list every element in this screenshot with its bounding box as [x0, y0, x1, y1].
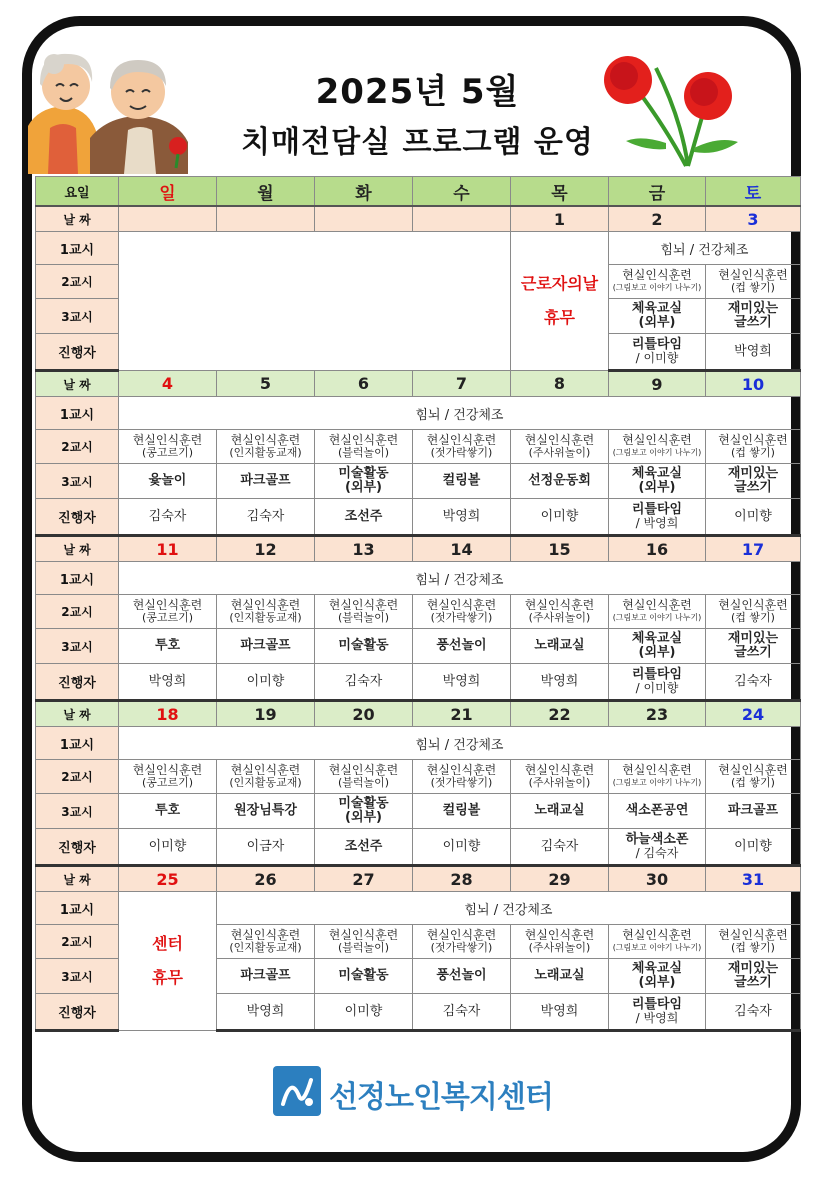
row-label-p2: 2교시 — [36, 595, 119, 629]
row-label-date: 날 짜 — [36, 206, 119, 232]
date-cell-sat: 31 — [706, 866, 801, 892]
date-cell-sat: 24 — [706, 701, 801, 727]
weekday-fri: 금 — [609, 177, 706, 207]
date-cell-mon: 5 — [217, 371, 315, 397]
period1-cell: 힘뇌 / 건강체조 — [119, 562, 801, 595]
leader-cell-fri — [609, 994, 706, 1031]
program-detail: (콩고르기) — [141, 446, 194, 459]
program-name: 현실인식훈련 — [622, 763, 692, 777]
program-name: 현실인식훈련 — [132, 763, 203, 777]
leader-row — [36, 829, 801, 866]
leader-cell-wed: 이미향 — [413, 829, 511, 866]
program-name: 현실인식훈련 — [622, 928, 692, 942]
date-cell-wed: 28 — [413, 866, 511, 892]
leader-name: / 박영희 — [635, 1011, 679, 1025]
leader-name: / 김숙자 — [635, 846, 679, 860]
date-cell-wed: 7 — [413, 371, 511, 397]
period2-cell-tue — [315, 430, 413, 464]
row-label-lead: 진행자 — [36, 334, 119, 371]
date-cell-thu: 1 — [511, 206, 609, 232]
period2-cell-mon — [217, 760, 315, 794]
period3-cell-fri: 체육교실 (외부) — [609, 629, 706, 664]
program-detail: (인지활동교재) — [229, 446, 302, 459]
row-label-date: 날 짜 — [36, 536, 119, 562]
row-label-date: 날 짜 — [36, 701, 119, 727]
holiday-title: 센터 — [152, 934, 183, 953]
program-detail: (컵 쌓기) — [731, 281, 775, 294]
period2-cell-thu — [511, 430, 609, 464]
leader-name: / 박영희 — [635, 516, 679, 530]
program-detail: (젓가락쌓기) — [430, 941, 493, 954]
program-name: 현실인식훈련 — [132, 598, 203, 612]
period2-cell-mon — [217, 430, 315, 464]
program-name: 현실인식훈련 — [524, 928, 595, 942]
leader-row — [36, 499, 801, 536]
leader-main: 하늘색소폰 — [625, 832, 689, 847]
leader-main: 리틀타임 — [631, 337, 683, 352]
program-name: 현실인식훈련 — [718, 763, 788, 777]
period3-cell-mon: 파크골프 — [217, 629, 315, 664]
leader-cell-wed: 박영희 — [413, 664, 511, 701]
period2-cell-wed — [413, 595, 511, 629]
leader-cell-fri — [609, 334, 706, 371]
program-detail: (인지활동교재) — [229, 776, 302, 789]
program-detail: (콩고르기) — [141, 611, 194, 624]
leader-cell-tue: 조선주 — [315, 499, 413, 536]
date-cell-sun: 11 — [119, 536, 217, 562]
program-name: 현실인식훈련 — [328, 433, 399, 447]
date-row — [36, 536, 801, 562]
leader-cell-tue: 이미향 — [315, 994, 413, 1031]
period2-row — [36, 430, 801, 464]
program-name: 현실인식훈련 — [230, 928, 301, 942]
period3-cell-wed: 풍선놀이 — [413, 959, 511, 994]
leader-cell-wed: 김숙자 — [413, 994, 511, 1031]
period2-cell-wed — [413, 925, 511, 959]
program-detail: (그림보고 이야기 나누기) — [612, 778, 702, 787]
period2-cell-sun — [119, 595, 217, 629]
period3-cell-tue: 미술활동 (외부) — [315, 794, 413, 829]
program-detail: (젓가락쌓기) — [430, 776, 493, 789]
row-label-p3: 3교시 — [36, 794, 119, 829]
weekday-mon: 월 — [217, 177, 315, 207]
leader-cell-mon: 김숙자 — [217, 499, 315, 536]
program-detail: (그림보고 이야기 나누기) — [612, 448, 702, 457]
weekday-header-row — [36, 177, 801, 207]
leader-cell-sun: 박영희 — [119, 664, 217, 701]
period3-cell-sun: 윷놀이 — [119, 464, 217, 499]
period3-row — [36, 794, 801, 829]
date-cell-mon: 12 — [217, 536, 315, 562]
period2-cell-sat — [706, 430, 801, 464]
period3-cell-thu: 선정운동회 — [511, 464, 609, 499]
leader-cell-tue: 조선주 — [315, 829, 413, 866]
leader-cell-tue: 김숙자 — [315, 664, 413, 701]
date-cell-tue — [315, 206, 413, 232]
date-cell-mon — [217, 206, 315, 232]
period3-cell-fri: 체육교실 (외부) — [609, 959, 706, 994]
period3-cell-fri: 체육교실 (외부) — [609, 464, 706, 499]
weekday-wed: 수 — [413, 177, 511, 207]
period3-cell-sat: 파크골프 — [706, 794, 801, 829]
program-detail: (그림보고 이야기 나누기) — [612, 283, 702, 292]
period1-row — [36, 727, 801, 760]
program-detail: (컵 쌓기) — [731, 941, 775, 954]
period2-cell-tue — [315, 760, 413, 794]
period3-cell-tue: 미술활동 (외부) — [315, 464, 413, 499]
program-detail: (블럭놀이) — [337, 611, 390, 624]
leader-cell-sun: 이미향 — [119, 829, 217, 866]
program-name: 현실인식훈련 — [328, 598, 399, 612]
weekday-sat: 토 — [706, 177, 801, 207]
period1-cell: 힘뇌 / 건강체조 — [119, 397, 801, 430]
leader-name: / 이미향 — [635, 681, 679, 695]
weekday-thu: 목 — [511, 177, 609, 207]
program-detail: (컵 쌓기) — [731, 776, 775, 789]
period2-cell-fri — [609, 925, 706, 959]
row-label-p3: 3교시 — [36, 959, 119, 994]
date-cell-sat: 10 — [706, 371, 801, 397]
program-name: 현실인식훈련 — [230, 598, 301, 612]
period3-cell-mon: 파크골프 — [217, 464, 315, 499]
period2-row — [36, 760, 801, 794]
period2-cell-sat — [706, 760, 801, 794]
period3-cell-wed: 컬링볼 — [413, 794, 511, 829]
period3-cell-sun: 투호 — [119, 629, 217, 664]
program-name: 현실인식훈련 — [230, 763, 301, 777]
weekday-corner-label: 요일 — [36, 177, 119, 207]
date-cell-thu: 29 — [511, 866, 609, 892]
period3-cell-sun: 투호 — [119, 794, 217, 829]
period3-cell-wed: 풍선놀이 — [413, 629, 511, 664]
leader-cell-mon: 박영희 — [217, 994, 315, 1031]
program-name: 현실인식훈련 — [718, 928, 788, 942]
program-name: 현실인식훈련 — [718, 598, 788, 612]
leader-cell-sat: 박영희 — [706, 334, 801, 371]
holiday-title: 근로자의날 — [520, 274, 599, 293]
row-label-p3: 3교시 — [36, 629, 119, 664]
date-row — [36, 206, 801, 232]
date-cell-fri: 16 — [609, 536, 706, 562]
period1-row — [36, 892, 801, 925]
row-label-p1: 1교시 — [36, 727, 119, 760]
weekday-tue: 화 — [315, 177, 413, 207]
date-cell-sun — [119, 206, 217, 232]
period2-cell-sun — [119, 430, 217, 464]
period1-cell: 힘뇌 / 건강체조 — [119, 727, 801, 760]
program-detail: (젓가락쌓기) — [430, 611, 493, 624]
program-detail: (주사위놀이) — [528, 611, 591, 624]
program-detail: (컵 쌓기) — [731, 611, 775, 624]
period3-cell-thu: 노래교실 — [511, 959, 609, 994]
period1-row — [36, 397, 801, 430]
holiday-cell — [511, 232, 609, 371]
holiday-note: 휴무 — [544, 308, 575, 327]
empty-cell — [119, 232, 511, 371]
period2-cell-wed — [413, 760, 511, 794]
leader-main: 리틀타임 — [631, 502, 683, 517]
leader-cell-fri — [609, 664, 706, 701]
holiday-note: 휴무 — [152, 968, 183, 987]
period2-cell-thu — [511, 925, 609, 959]
date-cell-thu: 15 — [511, 536, 609, 562]
date-cell-tue: 20 — [315, 701, 413, 727]
row-label-p1: 1교시 — [36, 232, 119, 265]
date-cell-thu: 8 — [511, 371, 609, 397]
program-name: 현실인식훈련 — [328, 763, 399, 777]
center-logo-icon — [273, 1066, 321, 1116]
date-cell-mon: 19 — [217, 701, 315, 727]
period1-row — [36, 562, 801, 595]
program-name: 현실인식훈련 — [622, 433, 692, 447]
row-label-lead: 진행자 — [36, 829, 119, 866]
program-name: 현실인식훈련 — [718, 268, 788, 282]
period2-cell-sun — [119, 760, 217, 794]
program-name: 현실인식훈련 — [426, 433, 497, 447]
row-label-lead: 진행자 — [36, 499, 119, 536]
row-label-lead: 진행자 — [36, 664, 119, 701]
period3-row — [36, 464, 801, 499]
page-subtitle: 치매전담실 프로그램 운영 — [241, 125, 594, 160]
date-cell-fri: 9 — [609, 371, 706, 397]
leader-cell-sat: 김숙자 — [706, 994, 801, 1031]
leader-main: 리틀타임 — [631, 997, 683, 1012]
program-name: 현실인식훈련 — [524, 433, 595, 447]
date-cell-fri: 2 — [609, 206, 706, 232]
leader-cell-mon: 이미향 — [217, 664, 315, 701]
period3-cell-wed: 컬링볼 — [413, 464, 511, 499]
row-label-lead: 진행자 — [36, 994, 119, 1031]
date-cell-wed — [413, 206, 511, 232]
center-name: 선정노인복지센터 — [329, 1080, 553, 1115]
period2-cell-thu — [511, 595, 609, 629]
program-name: 현실인식훈련 — [524, 763, 595, 777]
period2-row — [36, 595, 801, 629]
program-detail: (주사위놀이) — [528, 446, 591, 459]
date-row — [36, 371, 801, 397]
leader-row — [36, 664, 801, 701]
leader-cell-thu: 박영희 — [511, 664, 609, 701]
program-detail: (그림보고 이야기 나누기) — [612, 613, 702, 622]
period2-cell-tue — [315, 925, 413, 959]
period2-cell-fri — [609, 760, 706, 794]
program-name: 현실인식훈련 — [622, 598, 692, 612]
date-cell-sun: 4 — [119, 371, 217, 397]
period3-cell-tue: 미술활동 — [315, 629, 413, 664]
date-cell-mon: 26 — [217, 866, 315, 892]
program-detail: (인지활동교재) — [229, 941, 302, 954]
leader-cell-thu: 박영희 — [511, 994, 609, 1031]
leader-cell-thu: 이미향 — [511, 499, 609, 536]
date-cell-fri: 23 — [609, 701, 706, 727]
period3-cell-fri: 체육교실 (외부) — [609, 299, 706, 334]
date-cell-sun: 25 — [119, 866, 217, 892]
row-label-p2: 2교시 — [36, 760, 119, 794]
program-detail: (콩고르기) — [141, 776, 194, 789]
program-detail: (주사위놀이) — [528, 776, 591, 789]
leader-cell-sat: 이미향 — [706, 499, 801, 536]
leader-cell-fri — [609, 829, 706, 866]
leader-cell-sat: 이미향 — [706, 829, 801, 866]
date-cell-wed: 21 — [413, 701, 511, 727]
program-detail: (블럭놀이) — [337, 776, 390, 789]
period3-cell-thu: 노래교실 — [511, 629, 609, 664]
period2-cell-mon — [217, 595, 315, 629]
date-cell-sat: 3 — [706, 206, 801, 232]
period3-cell-mon: 파크골프 — [217, 959, 315, 994]
footer-logo — [273, 1066, 573, 1118]
program-detail: (그림보고 이야기 나누기) — [612, 943, 702, 952]
leader-name: / 이미향 — [635, 351, 679, 365]
period2-cell-fri — [609, 265, 706, 299]
period3-cell-mon: 원장님특강 — [217, 794, 315, 829]
period3-cell-fri: 색소폰공연 — [609, 794, 706, 829]
row-label-p1: 1교시 — [36, 562, 119, 595]
period3-cell-thu: 노래교실 — [511, 794, 609, 829]
program-name: 현실인식훈련 — [524, 598, 595, 612]
leader-cell-wed: 박영희 — [413, 499, 511, 536]
period1-cell: 힘뇌 / 건강체조 — [609, 232, 801, 265]
program-detail: (블럭놀이) — [337, 446, 390, 459]
period3-cell-sat: 재미있는 글쓰기 — [706, 299, 801, 334]
row-label-p2: 2교시 — [36, 265, 119, 299]
leader-cell-fri — [609, 499, 706, 536]
row-label-p1: 1교시 — [36, 397, 119, 430]
period2-cell-wed — [413, 430, 511, 464]
program-name: 현실인식훈련 — [718, 433, 788, 447]
program-name: 현실인식훈련 — [426, 763, 497, 777]
leader-main: 리틀타임 — [631, 667, 683, 682]
row-label-p3: 3교시 — [36, 464, 119, 499]
period2-cell-sat — [706, 265, 801, 299]
program-name: 현실인식훈련 — [230, 433, 301, 447]
period2-cell-fri — [609, 430, 706, 464]
date-cell-sun: 18 — [119, 701, 217, 727]
weekday-sun: 일 — [119, 177, 217, 207]
program-detail: (젓가락쌓기) — [430, 446, 493, 459]
leader-cell-sat: 김숙자 — [706, 664, 801, 701]
schedule-table — [35, 176, 801, 1032]
date-row — [36, 701, 801, 727]
date-cell-thu: 22 — [511, 701, 609, 727]
period2-cell-fri — [609, 595, 706, 629]
program-name: 현실인식훈련 — [426, 928, 497, 942]
row-label-p1: 1교시 — [36, 892, 119, 925]
leader-cell-sun: 김숙자 — [119, 499, 217, 536]
period1-cell: 힘뇌 / 건강체조 — [217, 892, 801, 925]
row-label-date: 날 짜 — [36, 371, 119, 397]
holiday-cell — [119, 892, 217, 1031]
period3-cell-sat: 재미있는 글쓰기 — [706, 629, 801, 664]
program-detail: (컵 쌓기) — [731, 446, 775, 459]
date-cell-fri: 30 — [609, 866, 706, 892]
period1-row — [36, 232, 801, 265]
date-row — [36, 866, 801, 892]
date-cell-wed: 14 — [413, 536, 511, 562]
row-label-p2: 2교시 — [36, 925, 119, 959]
period2-cell-sat — [706, 925, 801, 959]
program-name: 현실인식훈련 — [132, 433, 203, 447]
period3-cell-tue: 미술활동 — [315, 959, 413, 994]
date-cell-tue: 13 — [315, 536, 413, 562]
period2-cell-thu — [511, 760, 609, 794]
program-name: 현실인식훈련 — [426, 598, 497, 612]
leader-cell-mon: 이금자 — [217, 829, 315, 866]
row-label-p2: 2교시 — [36, 430, 119, 464]
period3-cell-sat: 재미있는 글쓰기 — [706, 464, 801, 499]
program-name: 현실인식훈련 — [622, 268, 692, 282]
date-cell-sat: 17 — [706, 536, 801, 562]
page-title: 2025년 5월 — [315, 72, 520, 112]
row-label-p3: 3교시 — [36, 299, 119, 334]
period2-cell-tue — [315, 595, 413, 629]
program-name: 현실인식훈련 — [328, 928, 399, 942]
program-detail: (인지활동교재) — [229, 611, 302, 624]
date-cell-tue: 27 — [315, 866, 413, 892]
period3-row — [36, 629, 801, 664]
period2-cell-mon — [217, 925, 315, 959]
leader-cell-thu: 김숙자 — [511, 829, 609, 866]
row-label-date: 날 짜 — [36, 866, 119, 892]
date-cell-tue: 6 — [315, 371, 413, 397]
period2-cell-sat — [706, 595, 801, 629]
period3-cell-sat: 재미있는 글쓰기 — [706, 959, 801, 994]
program-detail: (블럭놀이) — [337, 941, 390, 954]
program-detail: (주사위놀이) — [528, 941, 591, 954]
